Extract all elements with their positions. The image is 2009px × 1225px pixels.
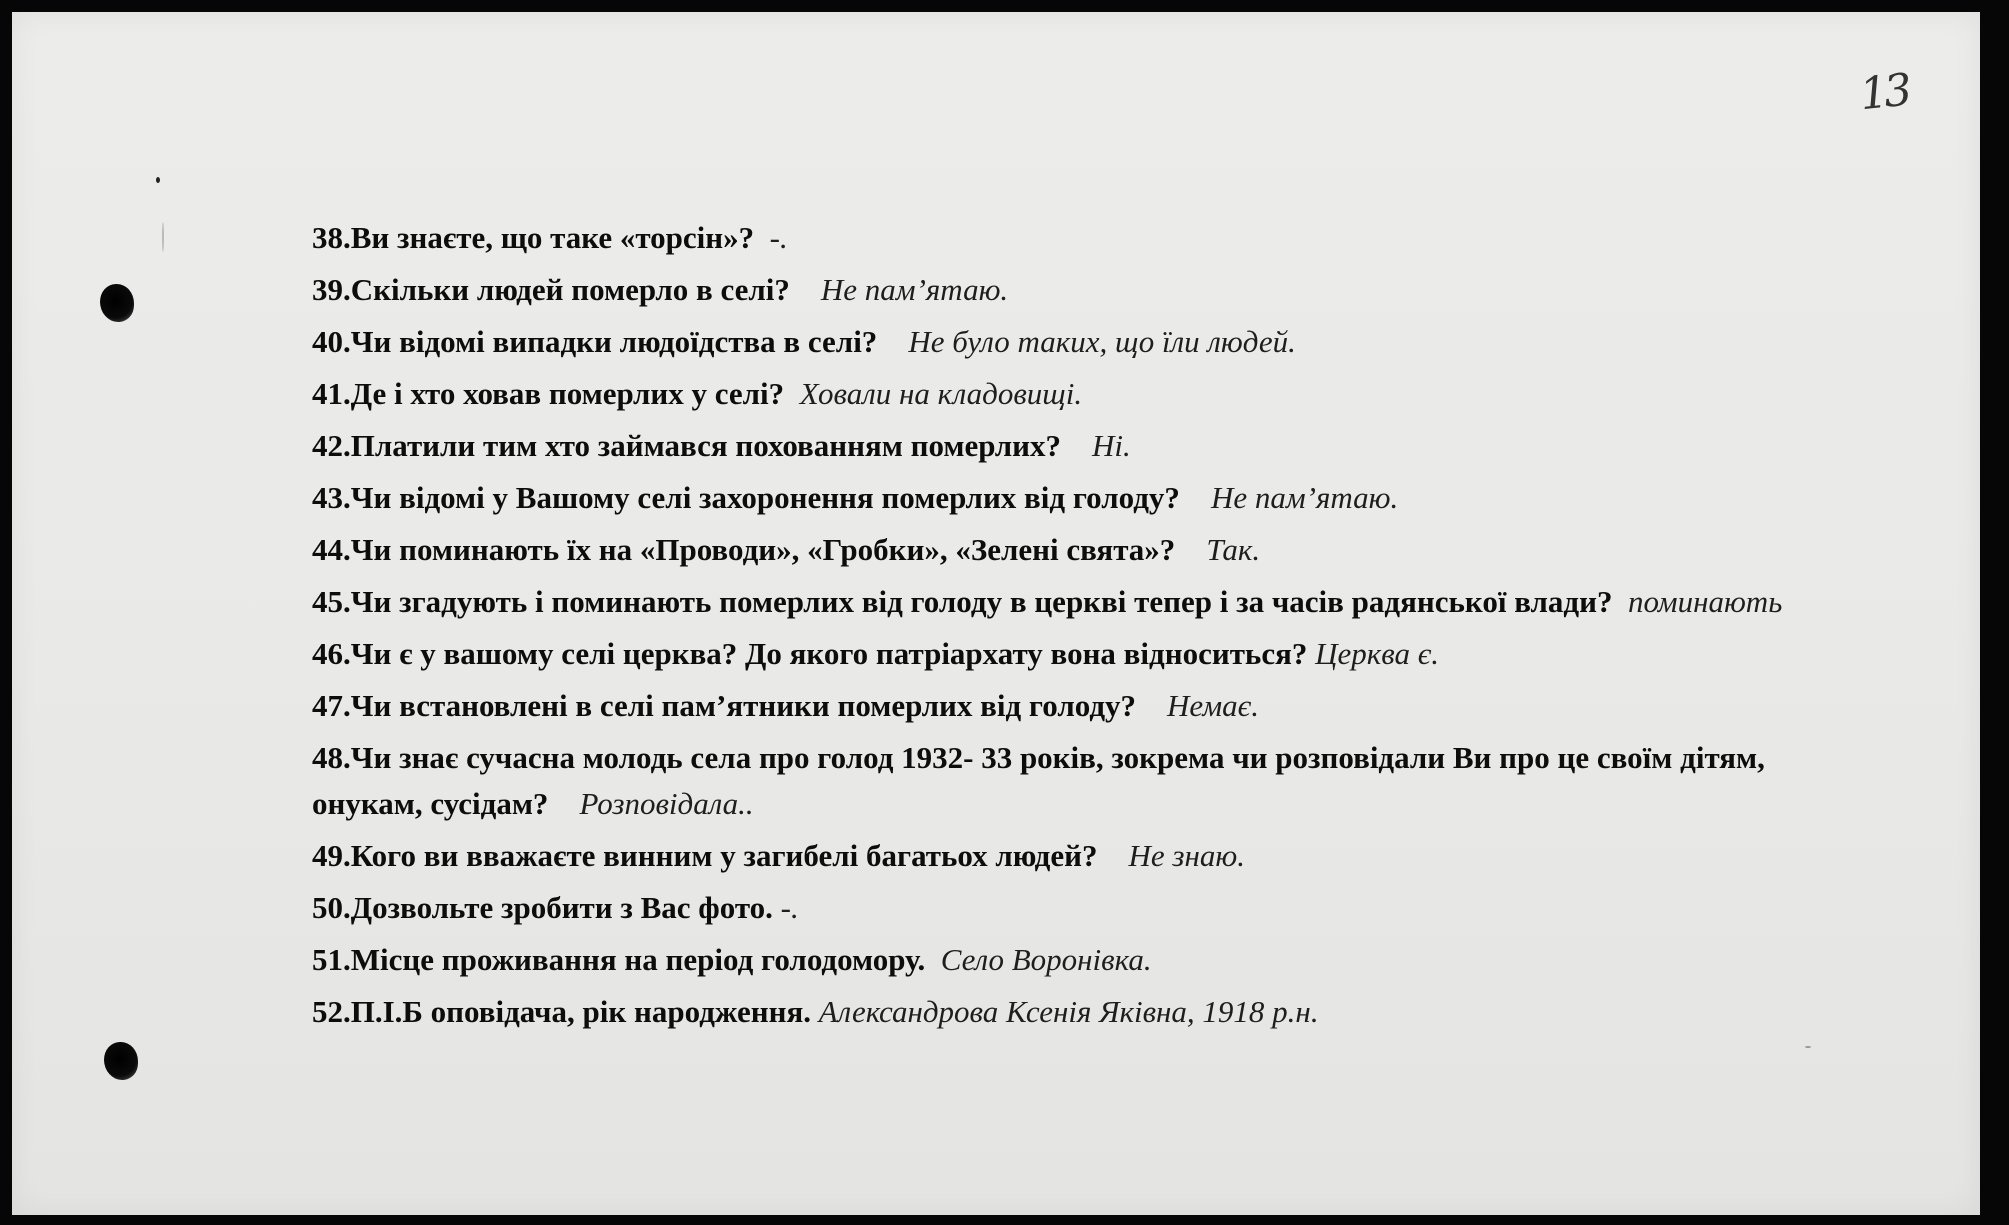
document-page (12, 12, 1980, 1215)
answer-text: Не пам’ятаю. (1210, 480, 1399, 515)
question-text: 49.Кого ви вважаєте винним у загибелі багатьох людей? (312, 838, 1098, 873)
handwritten-page-number: 13 (1857, 64, 1911, 121)
question-text: 43.Чи відомі у Вашому селі захоронення померлих від голоду? (312, 480, 1180, 515)
qa-item-51 (312, 934, 1872, 986)
qa-item-40 (312, 316, 1872, 368)
answer-text: Церква є. (1315, 636, 1440, 671)
paper-speck (162, 222, 164, 252)
answer-text: Не знаю. (1128, 838, 1245, 873)
qa-item-41 (312, 368, 1872, 420)
answer-text: Не пам’ятаю. (820, 272, 1009, 307)
qa-item-49 (312, 830, 1872, 882)
answer-text: поминають (1627, 584, 1783, 619)
question-text: 45.Чи згадують і поминають померлих від голоду в церкві тепер і за часів радянської влади? (312, 584, 1613, 619)
question-text: 50.Дозвольте зробити з Вас фото. (312, 890, 773, 925)
qa-item-46 (312, 628, 1872, 680)
question-text: 40.Чи відомі випадки людоїдства в селі? (312, 324, 878, 359)
qa-item-39 (312, 264, 1872, 316)
answer-text: Ховали на кладовищі. (799, 376, 1083, 411)
qa-item-52 (312, 986, 1872, 1038)
binder-hole-top (100, 284, 134, 322)
paper-speck (156, 177, 160, 183)
paper-speck (1805, 1046, 1811, 1048)
question-text: 51.Місце проживання на період голодомору. (312, 942, 926, 977)
qa-item-50 (312, 882, 1872, 934)
binder-hole-bottom (104, 1042, 138, 1080)
answer-text: -. (780, 890, 799, 925)
question-text: 47.Чи встановлені в селі пам’ятники померлих від голоду? (312, 688, 1137, 723)
question-text: 44.Чи поминають їх на «Проводи», «Гробки», «Зелені свята»? (312, 532, 1176, 567)
question-text: 38.Ви знаєте, що таке «торсін»? (312, 220, 755, 255)
qa-item-38 (312, 212, 1872, 264)
qa-item-42 (312, 420, 1872, 472)
question-text: 41.Де і хто ховав померлих у селі? (312, 376, 785, 411)
qa-item-45 (312, 579, 1872, 625)
answer-text: Александрова Ксенія Яківна, 1918 р.н. (818, 994, 1319, 1029)
question-text: 39.Скільки людей померло в селі? (312, 272, 790, 307)
answer-text: Не було таких, що їли людей. (908, 324, 1296, 359)
answer-text: Ні. (1092, 428, 1131, 463)
answer-text: Так. (1206, 532, 1261, 567)
qa-item-44 (312, 524, 1872, 576)
qa-item-43 (312, 472, 1872, 524)
question-text: 52.П.І.Б оповідача, рік народження. (312, 994, 811, 1029)
questionnaire-list (312, 212, 1872, 1038)
answer-text: Село Воронівка. (940, 942, 1152, 977)
question-text: 42.Платили тим хто займався похованням померлих? (312, 428, 1062, 463)
qa-item-47 (312, 680, 1872, 732)
question-text: 46.Чи є у вашому селі церква? До якого патріархату вона відноситься? (312, 636, 1308, 671)
qa-item-48 (312, 735, 1872, 827)
answer-text: Немає. (1167, 688, 1259, 723)
answer-text: Розповідала.. (579, 786, 754, 821)
answer-text: -. (769, 220, 788, 255)
question-text: 48.Чи знає сучасна молодь села про голод 1932- 33 років, зокрема чи розповідали Ви про це своїм дітям, онукам, сусідам? (312, 740, 1765, 821)
